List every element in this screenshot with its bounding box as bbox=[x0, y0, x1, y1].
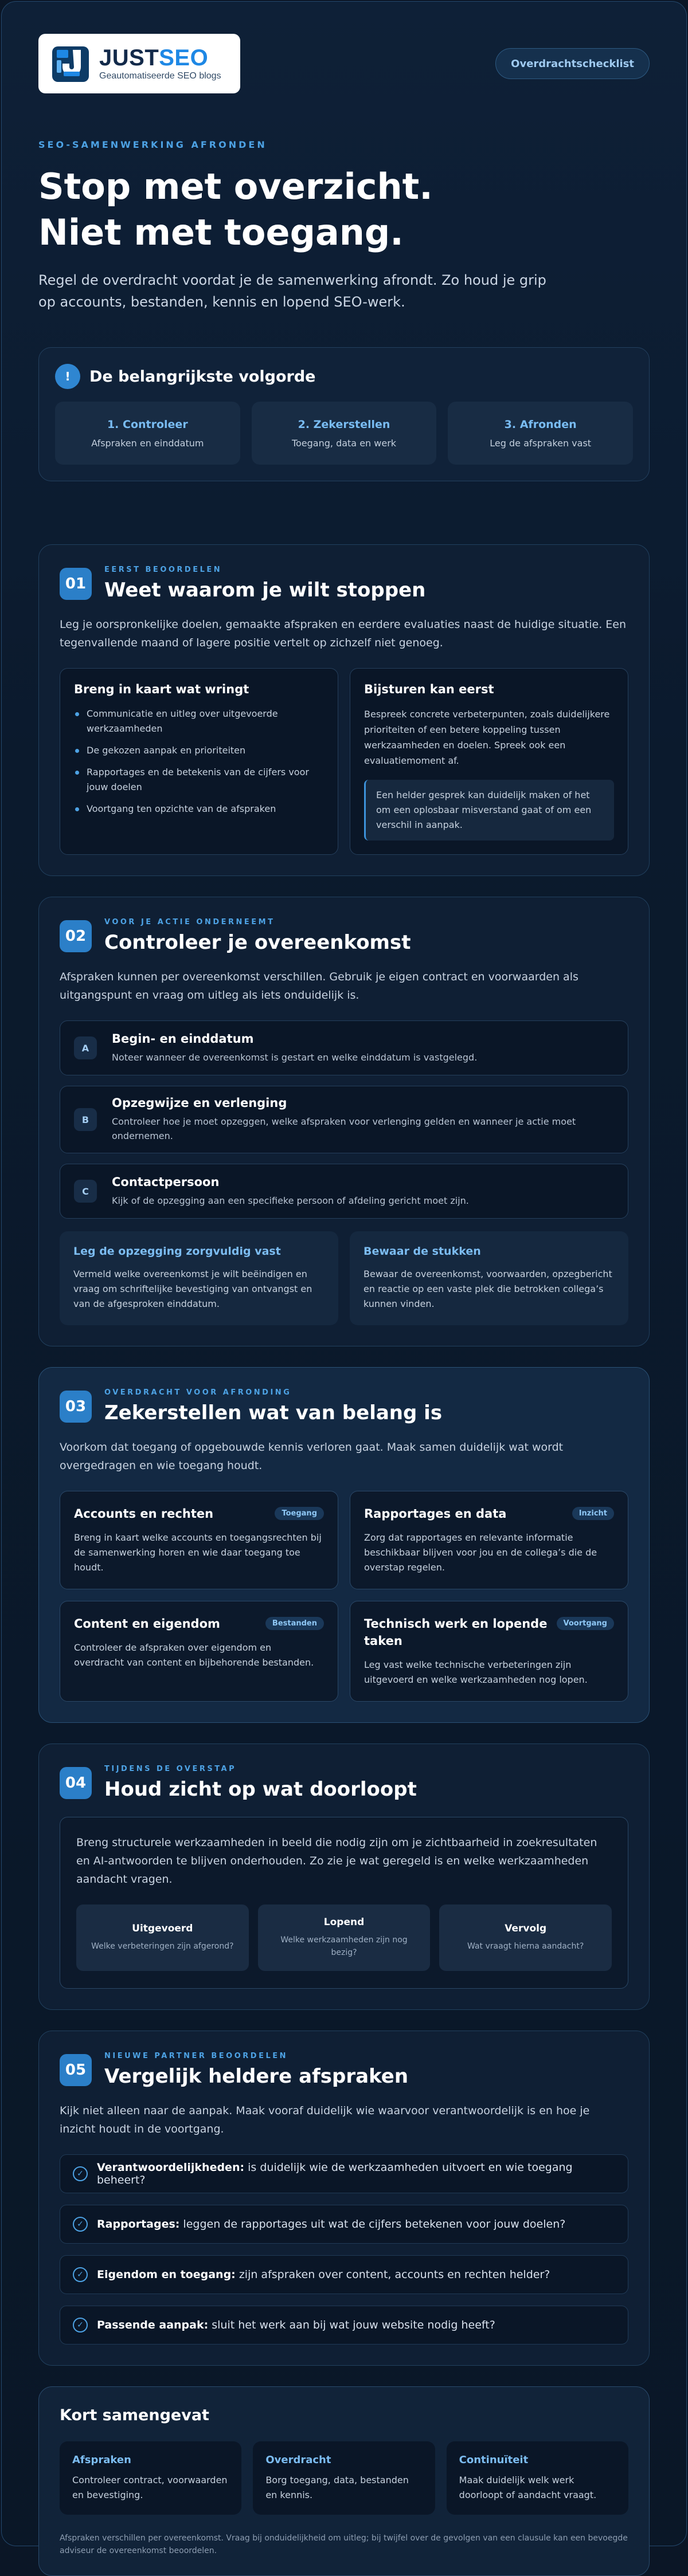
page bbox=[1, 1, 687, 2555]
transition-text: Breng structurele werkzaamheden in beeld die nodig zijn om je zichtbaarheid in zoekresultaten en AI-antwoorden te blijven onderhouden. Zo zie je wat geregeld is en welke werkzaamheden aandacht vragen. bbox=[76, 1836, 597, 1886]
section-title: Houd zicht op wat doorloopt bbox=[104, 1778, 417, 1801]
handover-card-text: Breng in kaart welke accounts en toegangsrechten bij de samenwerking horen en wie daar toegang toe houdt. bbox=[74, 1532, 322, 1573]
summary-card bbox=[447, 2441, 628, 2515]
check-desc: is duidelijk wie de werkzaamheden uitvoert en wie toegang beheert? bbox=[97, 2161, 573, 2186]
check-item bbox=[60, 2205, 628, 2244]
check-label: Rapportages: bbox=[97, 2218, 180, 2231]
adjust-quote: Een helder gesprek kan duidelijk maken of het om een oplosbaar misverstand gaat of om een verschil in aanpak. bbox=[364, 780, 614, 841]
section-title: Weet waarom je wilt stoppen bbox=[104, 579, 426, 602]
section-lead: Leg je oorspronkelijke doelen, gemaakte afspraken en eerdere evaluaties naast de huidige situatie. Een tegenvallende maand of lagere positie vertelt op zichzelf niet genoeg. bbox=[60, 618, 627, 649]
handover-card-text: Zorg dat rapportages en relevante informatie beschikbaar blijven voor jou en de collega’s die de overstap regelen. bbox=[364, 1532, 597, 1573]
summary-title: Kort samengevat bbox=[60, 2406, 209, 2424]
stage-title: Lopend bbox=[323, 1917, 365, 1928]
check-icon: ✓ bbox=[73, 2267, 88, 2282]
summary-card-title: Afspraken bbox=[72, 2454, 131, 2466]
tip-card bbox=[350, 1231, 628, 1325]
check-desc: sluit het werk aan bij wat jouw website nodig heeft? bbox=[208, 2319, 495, 2331]
order-step-title: 3. Afronden bbox=[504, 418, 577, 431]
check-text bbox=[97, 2161, 615, 2186]
handover-tag: Bestanden bbox=[265, 1617, 324, 1630]
check-icon: ✓ bbox=[73, 2318, 88, 2332]
stage-desc: Welke werkzaamheden zijn nog bezig? bbox=[280, 1935, 408, 1957]
transition-box bbox=[60, 1817, 628, 1989]
section-eyebrow: OVERDRACHT VOOR AFRONDING bbox=[104, 1388, 292, 1397]
check-text bbox=[97, 2218, 565, 2231]
check-desc: leggen de rapportages uit wat de cijfers betekenen voor jouw doelen? bbox=[179, 2218, 566, 2231]
disclaimer: Afspraken verschillen per overeenkomst. Vraag bij onduidelijkheid om uitleg; bij twijfel over de gevolgen van een clausule kan een bevoegde adviseur de overeenkomst beoordelen. bbox=[60, 2534, 628, 2555]
order-step bbox=[252, 402, 437, 465]
section-title: Vergelijk heldere afspraken bbox=[104, 2065, 409, 2088]
handover-grid bbox=[60, 1491, 628, 1702]
logo-just: JUST bbox=[99, 45, 159, 70]
handover-card-title: Accounts en rechten bbox=[74, 1507, 214, 1521]
section-number: 01 bbox=[60, 568, 92, 600]
order-title: De belangrijkste volgorde bbox=[89, 367, 316, 386]
section-eyebrow: TIJDENS DE OVERSTAP bbox=[104, 1765, 237, 1773]
order-step-title: 2. Zekerstellen bbox=[298, 418, 390, 431]
stage-title: Vervolg bbox=[505, 1923, 547, 1934]
checklist-button[interactable]: Overdrachtschecklist bbox=[495, 48, 650, 79]
section-number: 03 bbox=[60, 1391, 92, 1423]
check-icon: ✓ bbox=[73, 2217, 88, 2232]
handover-card-text: Controleer de afspraken over eigendom en overdracht van content en bijbehorende bestanden. bbox=[74, 1642, 314, 1668]
logo[interactable] bbox=[38, 34, 240, 93]
contract-row bbox=[60, 1164, 628, 1219]
summary-box bbox=[38, 2386, 650, 2576]
check-text bbox=[97, 2268, 550, 2281]
section-header bbox=[60, 566, 628, 602]
order-steps bbox=[55, 402, 633, 465]
section-lead: Kijk niet alleen naar de aanpak. Maak vooraf duidelijk wie waarvoor verantwoordelijk is en hoe je inzicht houdt in de voortgang. bbox=[60, 2104, 590, 2135]
contract-row bbox=[60, 1086, 628, 1153]
tip-title: Bewaar de stukken bbox=[363, 1245, 481, 1258]
order-box bbox=[38, 347, 650, 481]
handover-card-text: Leg vast welke technische verbeteringen zijn uitgevoerd en welke werkzaamheden nog lopen. bbox=[364, 1659, 588, 1685]
contract-row bbox=[60, 1020, 628, 1075]
section-contract bbox=[38, 897, 650, 1346]
section-header bbox=[60, 2052, 628, 2088]
logo-icon bbox=[50, 43, 91, 84]
stage-desc: Welke verbeteringen zijn afgerond? bbox=[91, 1942, 234, 1951]
check-label: Verantwoordelijkheden: bbox=[97, 2161, 245, 2174]
row-desc: Noteer wanneer de overeenkomst is gestart en welke einddatum is vastgelegd. bbox=[112, 1051, 478, 1063]
stage-card bbox=[76, 1904, 249, 1971]
section-header bbox=[60, 1388, 628, 1424]
list-item: Rapportages en de betekenis van de cijfers voor jouw doelen bbox=[74, 765, 324, 795]
issues-card bbox=[60, 668, 338, 855]
section-header bbox=[60, 918, 628, 954]
transition-stages bbox=[76, 1904, 612, 1971]
section-eyebrow: VOOR JE ACTIE ONDERNEEMT bbox=[104, 918, 275, 926]
summary-columns bbox=[60, 2441, 628, 2515]
section-title: Zekerstellen wat van belang is bbox=[104, 1401, 443, 1424]
hero-title-line-2: Niet met toegang. bbox=[38, 211, 404, 253]
check-label: Eigendom en toegang: bbox=[97, 2268, 236, 2281]
handover-tag: Inzicht bbox=[572, 1507, 614, 1520]
summary-card-title: Overdracht bbox=[265, 2454, 331, 2466]
order-step-title: 1. Controleer bbox=[107, 418, 188, 431]
order-step bbox=[448, 402, 633, 465]
row-desc: Kijk of de opzegging aan een specifieke persoon of afdeling gericht moet zijn. bbox=[112, 1195, 469, 1206]
row-title: Opzegwijze en verlenging bbox=[112, 1096, 287, 1110]
check-text bbox=[97, 2319, 495, 2331]
section-number: 02 bbox=[60, 920, 92, 952]
stage-card bbox=[439, 1904, 612, 1971]
section-number: 04 bbox=[60, 1767, 92, 1799]
section-lead: Afspraken kunnen per overeenkomst verschillen. Gebruik je eigen contract en voorwaarden als uitgangspunt en vraag om uitleg als iets onduidelijk is. bbox=[60, 971, 578, 1002]
order-step-desc: Leg de afspraken vast bbox=[490, 437, 592, 449]
stage-desc: Wat vraagt hierna aandacht? bbox=[467, 1942, 584, 1951]
row-letter: C bbox=[74, 1180, 97, 1203]
check-item bbox=[60, 2255, 628, 2294]
reasons-columns bbox=[60, 668, 628, 855]
handover-card-title: Technisch werk en lopende taken bbox=[364, 1617, 548, 1648]
hero-eyebrow: SEO-SAMENWERKING AFRONDEN bbox=[38, 139, 267, 150]
tip-card bbox=[60, 1231, 338, 1325]
summary-card bbox=[60, 2441, 241, 2515]
tip-text: Bewaar de overeenkomst, voorwaarden, opzegbericht en reactie op een vaste plek die betrokken collega’s kunnen vinden. bbox=[363, 1269, 612, 1309]
hero-title bbox=[38, 164, 650, 256]
handover-card-title: Content en eigendom bbox=[74, 1617, 220, 1631]
handover-card bbox=[350, 1601, 628, 1702]
list-item: Communicatie en uitleg over uitgevoerde werkzaamheden bbox=[74, 706, 324, 736]
issues-list bbox=[74, 706, 324, 816]
row-title: Begin- en einddatum bbox=[112, 1031, 254, 1046]
summary-card bbox=[253, 2441, 435, 2515]
section-title: Controleer je overeenkomst bbox=[104, 931, 411, 954]
order-step-desc: Toegang, data en werk bbox=[291, 437, 397, 449]
handover-card bbox=[350, 1491, 628, 1589]
hero-lead: Regel de overdracht voordat je de samenwerking afrondt. Zo houd je grip op accounts, bestanden, kennis en lopend SEO-werk. bbox=[38, 272, 546, 310]
row-desc: Controleer hoe je moet opzeggen, welke afspraken voor verlenging gelden en wanneer je actie moet ondernemen. bbox=[112, 1116, 576, 1141]
check-icon: ✓ bbox=[73, 2166, 88, 2181]
info-icon: ! bbox=[55, 364, 80, 389]
tip-text: Vermeld welke overeenkomst je wilt beëindigen en vraag om schriftelijke bevestiging van ontvangst en van de afgesproken einddatum. bbox=[73, 1269, 312, 1309]
section-reasons bbox=[38, 544, 650, 876]
stage-title: Uitgevoerd bbox=[132, 1923, 193, 1934]
issues-title: Breng in kaart wat wringt bbox=[74, 682, 249, 696]
contract-tips bbox=[60, 1231, 628, 1325]
order-step bbox=[55, 402, 240, 465]
summary-card-text: Borg toegang, data, bestanden en kennis. bbox=[265, 2475, 409, 2500]
check-item bbox=[60, 2154, 628, 2193]
handover-card bbox=[60, 1491, 338, 1589]
check-desc: zijn afspraken over content, accounts en rechten helder? bbox=[235, 2268, 550, 2281]
tip-title: Leg de opzegging zorgvuldig vast bbox=[73, 1245, 281, 1258]
summary-card-title: Continuïteit bbox=[459, 2454, 529, 2466]
summary-card-text: Maak duidelijk welk werk doorloopt of aandacht vraagt. bbox=[459, 2475, 597, 2500]
checklist bbox=[60, 2154, 628, 2345]
section-lead: Voorkom dat toegang of opgebouwde kennis verloren gaat. Maak samen duidelijk wat wordt overgedragen en wie toegang houdt. bbox=[60, 1441, 564, 1472]
section-eyebrow: EERST BEOORDELEN bbox=[104, 566, 222, 574]
logo-title bbox=[99, 46, 221, 69]
list-item: De gekozen aanpak en prioriteiten bbox=[74, 743, 324, 758]
check-item bbox=[60, 2306, 628, 2345]
handover-tag: Voortgang bbox=[557, 1617, 614, 1630]
section-handover bbox=[38, 1367, 650, 1723]
row-letter: A bbox=[74, 1036, 97, 1059]
row-title: Contactpersoon bbox=[112, 1175, 220, 1189]
row-letter: B bbox=[74, 1108, 97, 1131]
logo-tagline: Geautomatiseerde SEO blogs bbox=[99, 70, 221, 81]
handover-card-title: Rapportages en data bbox=[364, 1507, 507, 1521]
stage-card bbox=[258, 1904, 431, 1971]
section-header bbox=[60, 1765, 628, 1801]
list-item: Voortgang ten opzichte van de afspraken bbox=[74, 802, 324, 816]
hero-title-line-1: Stop met overzicht. bbox=[38, 166, 433, 207]
order-step-desc: Afspraken en einddatum bbox=[91, 437, 204, 449]
top-bar bbox=[38, 34, 650, 93]
order-header bbox=[55, 364, 633, 389]
section-number: 05 bbox=[60, 2054, 92, 2086]
summary-card-text: Controleer contract, voorwaarden en bevestiging. bbox=[72, 2475, 228, 2500]
contract-rows bbox=[60, 1020, 628, 1219]
handover-card bbox=[60, 1601, 338, 1702]
handover-tag: Toegang bbox=[275, 1507, 324, 1520]
check-label: Passende aanpak: bbox=[97, 2319, 209, 2331]
logo-seo: SEO bbox=[159, 45, 209, 70]
adjust-card bbox=[350, 668, 628, 855]
logo-text bbox=[99, 46, 221, 81]
adjust-text: Bespreek concrete verbeterpunten, zoals duidelijkere prioriteiten of een betere koppeling tussen werkzaamheden en doelen. Spreek ook een evaluatiemoment af. bbox=[364, 709, 610, 766]
section-transition bbox=[38, 1743, 650, 2010]
adjust-title: Bijsturen kan eerst bbox=[364, 682, 494, 696]
section-eyebrow: NIEUWE PARTNER BEOORDELEN bbox=[104, 2052, 288, 2060]
section-new-partner bbox=[38, 2031, 650, 2366]
